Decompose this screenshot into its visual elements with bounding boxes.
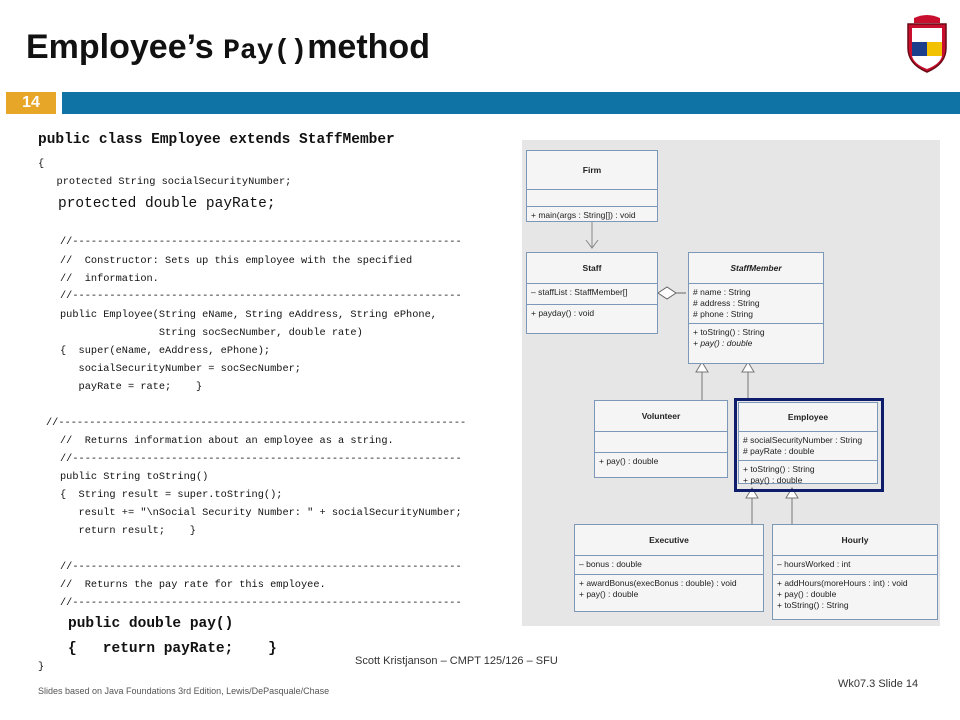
uml-class-hourly: Hourly – hoursWorked : int + addHours(moreHours : int) : void + pay() : double + toString() : String bbox=[772, 524, 938, 620]
code-line: //--------------------------------------------------------------- bbox=[60, 236, 462, 248]
uml-class-employee: Employee # socialSecurityNumber : String # payRate : double + toString() : String + pay() : double bbox=[738, 402, 878, 484]
code-line: public String toString() bbox=[60, 471, 209, 483]
code-line: public class Employee extends StaffMember bbox=[38, 132, 395, 148]
code-line: { String result = super.toString(); bbox=[60, 489, 283, 501]
employee-highlight-frame bbox=[734, 398, 884, 492]
code-line: //--------------------------------------------------------------- bbox=[60, 290, 462, 302]
footer-slide-id: Wk07.3 Slide 14 bbox=[838, 678, 919, 690]
header-bar bbox=[62, 92, 960, 114]
code-line: { return payRate; } bbox=[68, 641, 277, 657]
code-line: // information. bbox=[60, 273, 159, 285]
footer-author: Scott Kristjanson – CMPT 125/126 – SFU bbox=[355, 655, 558, 667]
slide-title bbox=[26, 28, 430, 67]
university-crest-icon bbox=[904, 14, 950, 74]
code-line: } bbox=[38, 661, 45, 673]
code-line: //--------------------------------------------------------------- bbox=[60, 453, 462, 465]
code-line: result += "\nSocial Security Number: " + socialSecurityNumber; bbox=[60, 507, 462, 519]
title-prefix: Employee’s bbox=[26, 28, 224, 66]
code-line: // Constructor: Sets up this employee with the specified bbox=[60, 255, 413, 267]
uml-class-staffmember: StaffMember # name : String # address : String # phone : String + toString() : String + pay() : double bbox=[688, 252, 824, 364]
uml-class-firm: Firm + main(args : String[]) : void bbox=[526, 150, 658, 222]
slide-number-badge: 14 bbox=[6, 92, 56, 114]
title-suffix: method bbox=[307, 28, 430, 66]
footer-source: Slides based on Java Foundations 3rd Edition, Lewis/DePasquale/Chase bbox=[38, 686, 330, 696]
code-line: //--------------------------------------------------------------- bbox=[60, 561, 462, 573]
uml-class-staff: Staff – staffList : StaffMember[] + payday() : void bbox=[526, 252, 658, 334]
code-line: // Returns information about an employee as a string. bbox=[60, 435, 394, 447]
code-line: return result; } bbox=[60, 525, 196, 537]
code-line: socialSecurityNumber = socSecNumber; bbox=[60, 363, 301, 375]
uml-class-diagram bbox=[522, 140, 940, 626]
code-line: { super(eName, eAddress, ePhone); bbox=[60, 345, 271, 357]
code-line: //------------------------------------------------------------------ bbox=[46, 417, 467, 429]
code-line: { bbox=[38, 158, 45, 170]
code-line: payRate = rate; } bbox=[60, 381, 203, 393]
title-method: Pay() bbox=[223, 36, 308, 67]
code-line: String socSecNumber, double rate) bbox=[60, 327, 363, 339]
code-line: // Returns the pay rate for this employee. bbox=[60, 579, 326, 591]
uml-class-volunteer: Volunteer + pay() : double bbox=[594, 400, 728, 478]
code-line: public Employee(String eName, String eAddress, String ePhone, bbox=[60, 309, 437, 321]
code-line: //--------------------------------------------------------------- bbox=[60, 597, 462, 609]
code-line: protected double payRate; bbox=[58, 196, 276, 212]
code-line: protected String socialSecurityNumber; bbox=[38, 176, 292, 188]
code-line: public double pay() bbox=[68, 616, 234, 632]
uml-class-executive: Executive – bonus : double + awardBonus(execBonus : double) : void + pay() : double bbox=[574, 524, 764, 612]
